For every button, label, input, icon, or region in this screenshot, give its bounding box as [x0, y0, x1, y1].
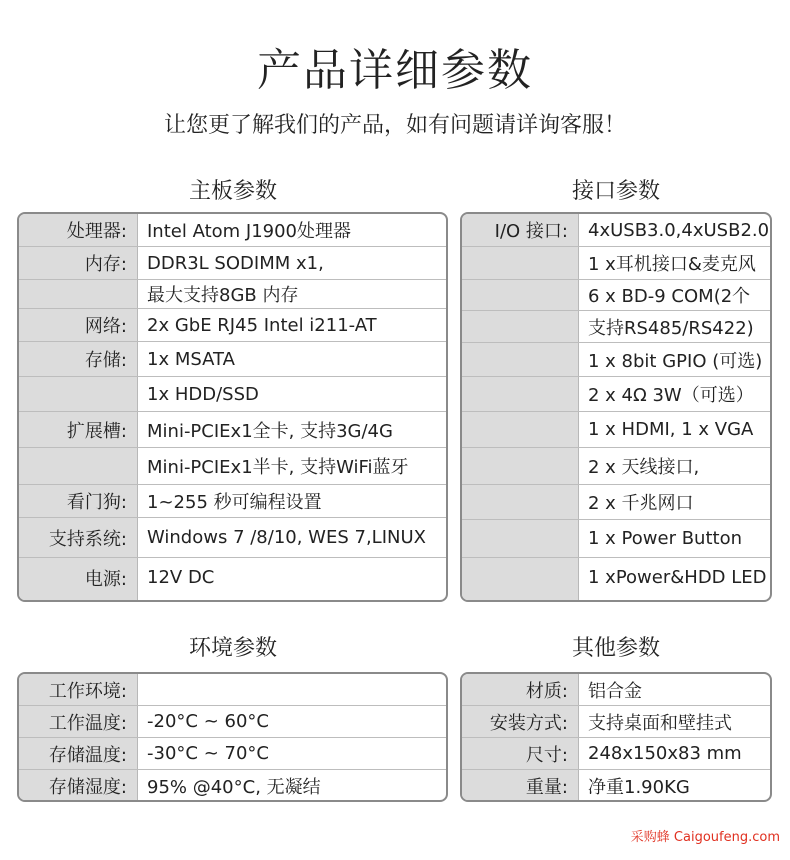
spec-label [462, 412, 568, 447]
spec-label: 工作环境: [48, 680, 127, 702]
other-section-title: 其他参数 [571, 636, 660, 661]
spec-label: 重量: [525, 777, 568, 798]
spec-value: 2 x 天线接口, [588, 457, 700, 478]
spec-value: 2 x 千兆网口 [588, 493, 694, 514]
spec-row [462, 770, 770, 802]
spec-row [462, 377, 770, 412]
spec-row [462, 558, 770, 597]
spec-row [462, 280, 770, 311]
watermark: 采购蜂 Caigoufeng.com [630, 830, 780, 845]
spec-row [19, 558, 446, 597]
spec-value: 1x HDD/SSD [147, 383, 259, 405]
spec-label [19, 280, 127, 308]
spec-value: 2x GbE RJ45 Intel i211-AT [147, 314, 377, 336]
spec-value [147, 674, 446, 705]
spec-row [19, 247, 446, 280]
spec-value: 2 x 4Ω 3W（可选） [588, 385, 754, 406]
spec-value: 1 x HDMI, 1 x VGA [588, 419, 754, 440]
spec-row [462, 706, 770, 738]
motherboard-spec-table [17, 212, 448, 602]
spec-label: 尺寸: [525, 744, 568, 766]
spec-label: 网络: [84, 316, 127, 337]
spec-row [462, 520, 770, 558]
spec-row [462, 448, 770, 485]
spec-label: 存储湿度: [48, 777, 127, 798]
environment-section-title: 环境参数 [188, 636, 277, 661]
spec-label [19, 448, 127, 484]
spec-label: 存储: [84, 350, 127, 371]
spec-value: 净重1.90KG [588, 777, 690, 798]
spec-row [19, 280, 446, 309]
spec-value: 6 x BD-9 COM(2个 [588, 286, 751, 307]
spec-value: -30°C ~ 70°C [147, 743, 269, 764]
spec-value: 248x150x83 mm [588, 743, 742, 764]
spec-label: I/O 接口: [494, 221, 568, 242]
spec-value: 最大支持8GB 内存 [147, 285, 299, 306]
spec-row [19, 770, 446, 802]
spec-value: 1 x耳机接口&麦克风 [588, 254, 756, 275]
spec-label: 工作温度: [48, 712, 127, 734]
spec-value: 1x MSATA [147, 348, 235, 370]
spec-row [19, 377, 446, 412]
spec-value: 1 x Power Button [588, 528, 742, 549]
spec-label [462, 377, 568, 411]
spec-value: 1 xPower&HDD LED [588, 567, 767, 588]
interfaces-section-title: 接口参数 [571, 179, 660, 204]
spec-label [462, 520, 568, 557]
spec-value: 12V DC [147, 567, 215, 588]
page-title: 产品详细参数 [257, 45, 533, 96]
spec-label: 支持系统: [48, 528, 127, 550]
spec-label: 处理器: [66, 221, 127, 242]
spec-label: 材质: [525, 680, 568, 702]
spec-value: 95% @40°C, 无凝结 [147, 777, 321, 798]
spec-label: 扩展槽: [66, 420, 127, 442]
spec-value: 1~255 秒可编程设置 [147, 492, 322, 513]
spec-value: Mini-PCIEx1全卡, 支持3G/4G [147, 420, 393, 442]
spec-label: 看门狗: [66, 492, 127, 513]
spec-row [462, 311, 770, 343]
spec-row [462, 412, 770, 448]
spec-value: 支持桌面和壁挂式 [588, 712, 732, 734]
spec-row [19, 412, 446, 448]
spec-row [19, 738, 446, 770]
spec-row [19, 706, 446, 738]
spec-row [19, 309, 446, 342]
spec-label [462, 558, 568, 597]
spec-value: 支持RS485/RS422) [588, 317, 754, 339]
spec-row [19, 485, 446, 518]
spec-label [462, 280, 568, 310]
spec-label [462, 343, 568, 376]
spec-value: -20°C ~ 60°C [147, 711, 269, 732]
other-spec-table [460, 672, 772, 802]
interfaces-spec-table [460, 212, 772, 602]
spec-value: Mini-PCIEx1半卡, 支持WiFi蓝牙 [147, 457, 409, 478]
spec-row [19, 674, 446, 706]
spec-value: 1 x 8bit GPIO (可选) [588, 350, 763, 372]
spec-row [19, 342, 446, 377]
spec-value: 4xUSB3.0,4xUSB2.0 [588, 219, 770, 241]
spec-row [462, 674, 770, 706]
spec-value: Windows 7 /8/10, WES 7,LINUX [147, 527, 426, 548]
spec-label [462, 311, 568, 342]
spec-row [19, 214, 446, 247]
environment-spec-table [17, 672, 448, 802]
spec-label: 存储温度: [48, 744, 127, 766]
spec-label [462, 247, 568, 279]
spec-label [19, 377, 127, 411]
spec-value: Intel Atom J1900处理器 [147, 221, 352, 242]
spec-row [462, 214, 770, 247]
spec-row [462, 738, 770, 770]
spec-row [19, 448, 446, 485]
spec-label: 内存: [84, 254, 127, 275]
spec-row [19, 518, 446, 558]
spec-label [462, 485, 568, 519]
page-subtitle: 让您更了解我们的产品，如有问题请详询客服！ [163, 113, 626, 138]
spec-value: 铝合金 [588, 680, 642, 702]
spec-label [462, 448, 568, 484]
spec-label: 安装方式: [489, 712, 568, 734]
motherboard-section-title: 主板参数 [188, 179, 277, 204]
spec-row [462, 247, 770, 280]
spec-value: DDR3L SODIMM x1, [147, 252, 324, 274]
spec-row [462, 343, 770, 377]
spec-label: 电源: [84, 568, 127, 590]
spec-row [462, 485, 770, 520]
